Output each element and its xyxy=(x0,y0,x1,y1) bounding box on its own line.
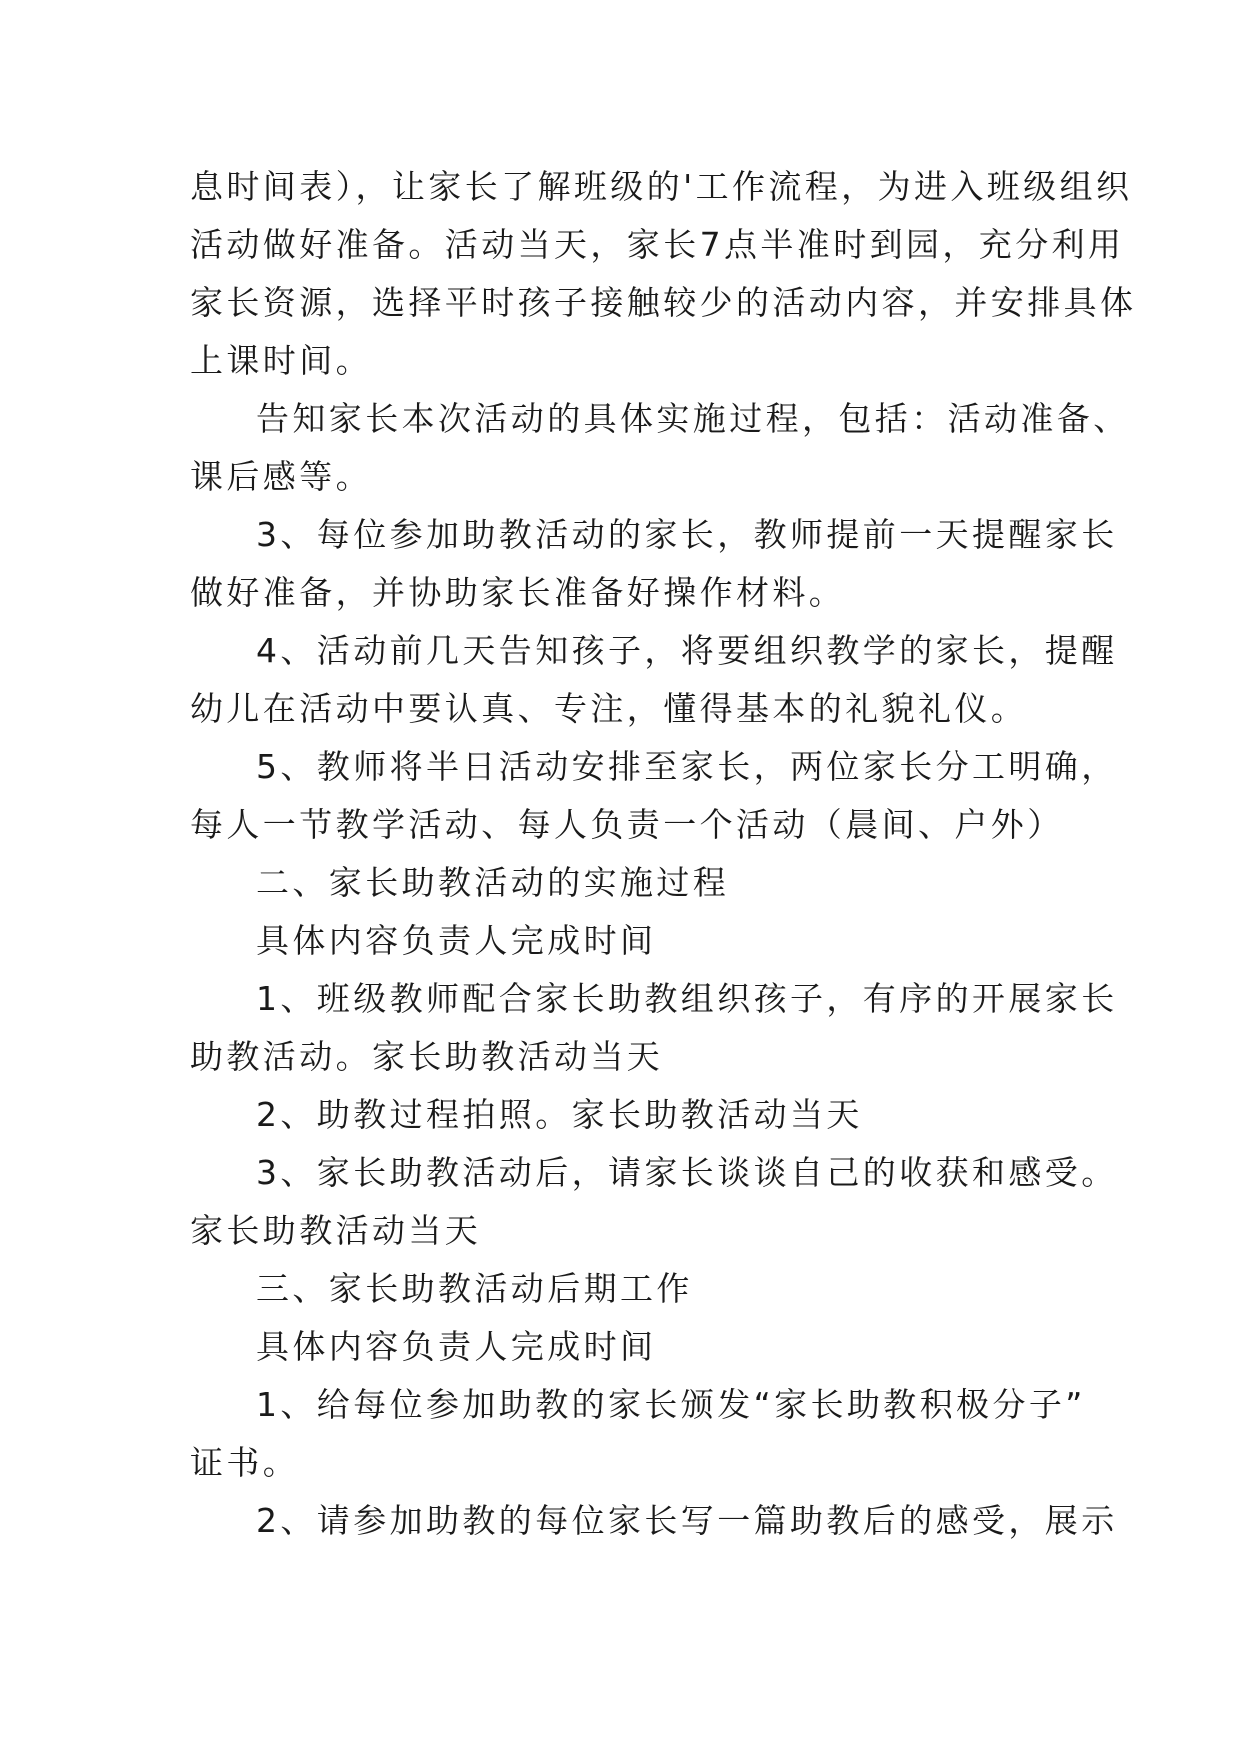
text-line: 家长资源，选择平时孩子接触较少的活动内容，并安排具体 xyxy=(190,283,1137,322)
text-line: 上课时间。 xyxy=(190,341,372,380)
text-line: 3、家长助教活动后，请家长谈谈自己的收获和感受。 xyxy=(256,1153,1118,1192)
table-header-line: 具体内容负责人完成时间 xyxy=(256,921,657,960)
text-line: 4、活动前几天告知孩子，将要组织教学的家长，提醒 xyxy=(256,631,1118,670)
text-line: 助教活动。家长助教活动当天 xyxy=(190,1037,664,1076)
text-line: 家长助教活动当天 xyxy=(190,1211,482,1250)
text-line: 2、请参加助教的每位家长写一篇助教后的感受，展示 xyxy=(256,1501,1118,1540)
text-line: 每人一节教学活动、每人负责一个活动（晨间、户外） xyxy=(190,805,1064,844)
text-line: 息时间表），让家长了解班级的'工作流程，为进入班级组织 xyxy=(190,167,1133,206)
section-heading: 三、家长助教活动后期工作 xyxy=(256,1269,693,1308)
document-body xyxy=(190,158,1137,1550)
text-line: 课后感等。 xyxy=(190,457,372,496)
text-line: 做好准备，并协助家长准备好操作材料。 xyxy=(190,573,846,612)
text-line: 1、班级教师配合家长助教组织孩子，有序的开展家长 xyxy=(256,979,1118,1018)
text-line: 5、教师将半日活动安排至家长，两位家长分工明确， xyxy=(256,747,1118,786)
text-line: 告知家长本次活动的具体实施过程，包括：活动准备、 xyxy=(256,399,1130,438)
text-line: 活动做好准备。活动当天，家长7点半准时到园，充分利用 xyxy=(190,225,1125,264)
section-heading: 二、家长助教活动的实施过程 xyxy=(256,863,730,902)
table-header-line: 具体内容负责人完成时间 xyxy=(256,1327,657,1366)
text-line: 证书。 xyxy=(190,1443,300,1482)
text-line: 1、给每位参加助教的家长颁发“家长助教积极分子” xyxy=(256,1385,1086,1424)
text-line: 2、助教过程拍照。家长助教活动当天 xyxy=(256,1095,863,1134)
text-line: 幼儿在活动中要认真、专注，懂得基本的礼貌礼仪。 xyxy=(190,689,1028,728)
text-line: 3、每位参加助教活动的家长，教师提前一天提醒家长 xyxy=(256,515,1118,554)
